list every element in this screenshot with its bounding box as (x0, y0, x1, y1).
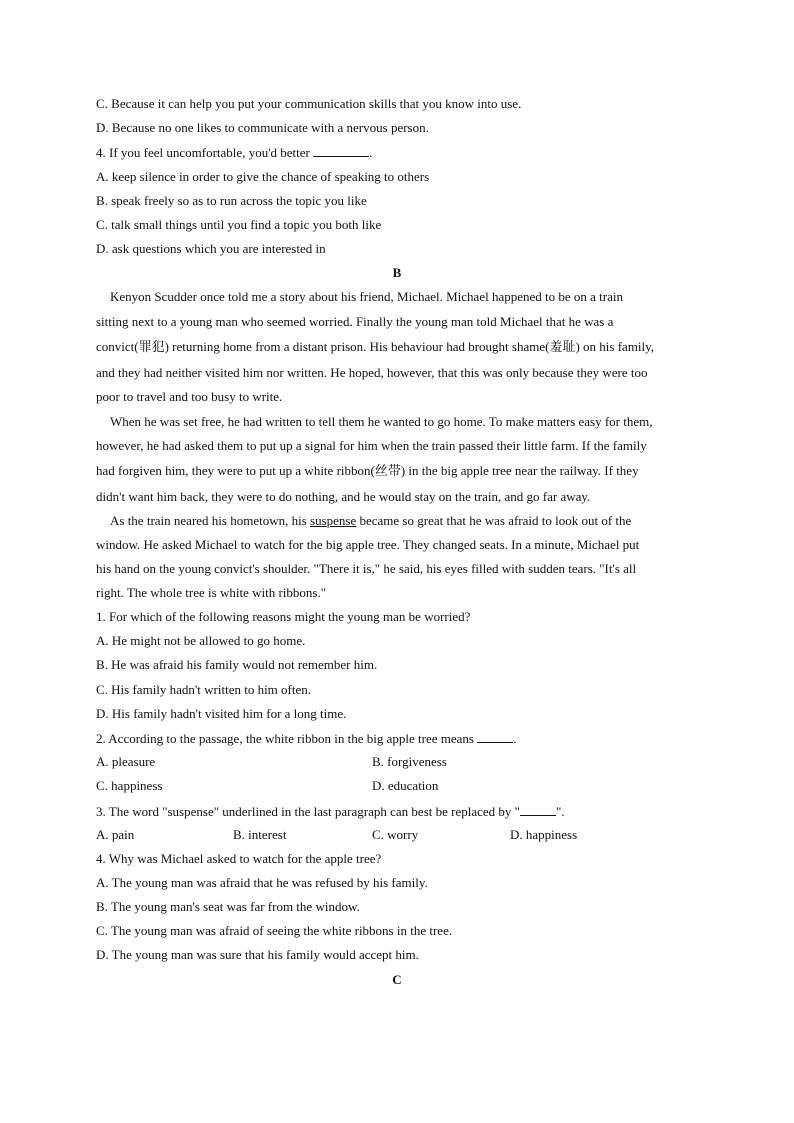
underlined-word: suspense (310, 513, 357, 528)
question-line: 4. Why was Michael asked to watch for the apple tree? (96, 851, 382, 866)
question-line (96, 144, 372, 161)
option-line: D. His family hadn't visited him for a long time. (96, 706, 347, 721)
passage-line: Kenyon Scudder once told me a story about his friend, Michael. Michael happened to be on a train (110, 289, 623, 304)
option-line: A. He might not be allowed to go home. (96, 633, 306, 648)
question-line (96, 730, 516, 747)
option-line: A. pain (96, 827, 135, 842)
section-heading-b: B (392, 265, 402, 280)
option-line: B. interest (233, 827, 287, 842)
passage-line: and they had neither visited him nor written. He hoped, however, that this was only because they were too (96, 365, 648, 380)
passage-line: When he was set free, he had written to tell them he wanted to go home. To make matters easy for them, (110, 414, 653, 429)
question-text: 2. According to the passage, the white ribbon in the big apple tree means (96, 731, 478, 746)
answer-blank (520, 803, 556, 816)
question-line: 1. For which of the following reasons might the young man be worried? (96, 609, 471, 624)
answer-blank (477, 730, 513, 743)
passage-line: didn't want him back, they were to do nothing, and he would stay on the train, and go far away. (96, 489, 591, 504)
question-end: ". (555, 804, 565, 819)
option-line: B. forgiveness (372, 754, 447, 769)
passage-line: convict(罪犯) returning home from a distant prison. His behaviour had brought shame(羞耻) on his family, (96, 339, 655, 354)
option-line: D. The young man was sure that his family would accept him. (96, 947, 419, 962)
option-line: B. speak freely so as to run across the topic you like (96, 193, 367, 208)
option-line: D. happiness (510, 827, 578, 842)
question-end: . (513, 731, 517, 746)
passage-line: poor to travel and too busy to write. (96, 389, 283, 404)
option-line: C. worry (372, 827, 419, 842)
option-line: A. keep silence in order to give the chance of speaking to others (96, 169, 430, 184)
passage-line: sitting next to a young man who seemed worried. Finally the young man told Michael that he was a (96, 314, 614, 329)
option-line: D. ask questions which you are interested in (96, 241, 326, 256)
question-text: 3. The word "suspense" underlined in the last paragraph can best be replaced by " (96, 804, 520, 819)
answer-blank (313, 144, 369, 157)
passage-line: his hand on the young convict's shoulder. "There it is," he said, his eyes filled with sudden tears. "It's all (96, 561, 637, 576)
passage-text: As the train neared his hometown, his (110, 513, 311, 528)
option-line: D. education (372, 778, 439, 793)
section-heading-c: C (392, 972, 402, 987)
question-line (96, 803, 565, 820)
question-text: 4. If you feel uncomfortable, you'd better (96, 145, 314, 160)
option-line: A. pleasure (96, 754, 156, 769)
option-line: D. Because no one likes to communicate with a nervous person. (96, 120, 429, 135)
option-line: B. He was afraid his family would not remember him. (96, 657, 378, 672)
option-line: B. The young man's seat was far from the window. (96, 899, 360, 914)
passage-line: right. The whole tree is white with ribbons." (96, 585, 327, 600)
passage-line: window. He asked Michael to watch for the big apple tree. They changed seats. In a minute, Michael put (96, 537, 640, 552)
passage-line: had forgiven him, they were to put up a white ribbon(丝带) in the big apple tree near the railway. If they (96, 463, 639, 478)
passage-text: became so great that he was afraid to look out of the (356, 513, 632, 528)
passage-line: however, he had asked them to put up a signal for him when the train passed their little farm. If the family (96, 438, 647, 453)
option-line: C. His family hadn't written to him often. (96, 682, 312, 697)
option-line: C. talk small things until you find a topic you both like (96, 217, 382, 232)
option-line: C. happiness (96, 778, 163, 793)
passage-line (110, 513, 631, 529)
option-line: C. Because it can help you put your communication skills that you know into use. (96, 96, 522, 111)
option-line: C. The young man was afraid of seeing the white ribbons in the tree. (96, 923, 453, 938)
question-end: . (369, 145, 373, 160)
option-line: A. The young man was afraid that he was refused by his family. (96, 875, 428, 890)
